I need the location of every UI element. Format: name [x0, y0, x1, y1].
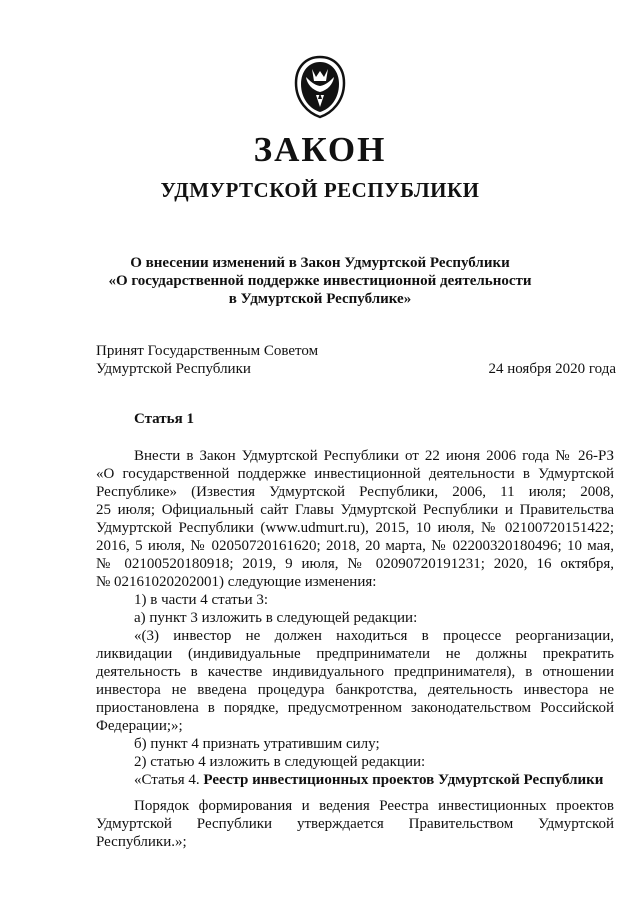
adoption-body-line: Удмуртской Республики: [96, 361, 251, 377]
adoption-body-line: Принят Государственным Советом: [96, 343, 319, 359]
article-heading: Статья 1: [134, 411, 194, 427]
paragraph-line: № 02161020202001) следующие изменения:: [96, 574, 377, 590]
adoption-date: 24 ноября 2020 года: [488, 361, 616, 377]
article-body: [96, 447, 614, 789]
paragraph-line: Внести в Закон Удмуртской Республики от 22 июня 2006 года № 26-РЗ: [134, 448, 614, 464]
paragraph-line: Республики.»;: [96, 834, 187, 850]
paragraph-line: 25 июля; Официальный сайт Главы Удмуртской Республики и Правительства: [96, 502, 614, 518]
quote-line: деятельность в качестве индивидуального предпринимателя), в отношении: [96, 664, 614, 680]
quote-line: Федерации;»;: [96, 718, 183, 734]
paragraph-line: Порядок формирования и ведения Реестра инвестиционных проектов: [134, 798, 614, 814]
law-subject: [0, 254, 640, 308]
paragraph-line: Республике» (Известия Удмуртской Республики, 2006, 11 июля; 2008,: [96, 484, 614, 500]
quote-line: «(3) инвестор не должен находиться в процессе реорганизации,: [134, 628, 614, 644]
list-item: 2) статью 4 изложить в следующей редакции:: [134, 754, 426, 770]
law-title: ЗАКОН: [253, 130, 387, 169]
list-item: а) пункт 3 изложить в следующей редакции:: [134, 610, 418, 626]
quote-line: ликвидации (индивидуальные предприниматели не должны прекратить: [96, 646, 614, 662]
new-article-prefix: «Статья 4.: [134, 772, 204, 788]
paragraph-line: 2016, 5 июля, № 02050720161620; 2018, 20 марта, № 02200320180496; 10 мая,: [96, 538, 614, 554]
list-item: 1) в части 4 статьи 3:: [134, 592, 269, 608]
quote-line: приостановлена в порядке, предусмотренном законодательством Российской: [96, 700, 614, 716]
new-article-body: [96, 797, 614, 851]
paragraph-line: № 02100520180918; 2019, 9 июля, № 02090720191231; 2020, 16 октября,: [96, 556, 614, 572]
paragraph-line: Удмуртской Республики утверждается Правительством Удмуртской: [96, 816, 614, 832]
law-subject-line: в Удмуртской Республике»: [228, 291, 412, 307]
new-article-title: Реестр инвестиционных проектов Удмуртской Республики: [203, 772, 604, 788]
quote-line: инвестора не введена процедура банкротства, деятельность инвестора не: [96, 682, 614, 698]
list-item: б) пункт 4 признать утратившим силу;: [134, 736, 380, 752]
republic-name: УДМУРТСКОЙ РЕСПУБЛИКИ: [160, 178, 480, 202]
paragraph-line: «О государственной поддержке инвестиционной деятельности в Удмуртской: [96, 466, 614, 482]
paragraph-line: Удмуртской Республики (www.udmurt.ru), 2015, 10 июля, № 02100720151422;: [96, 520, 614, 536]
law-subject-line: «О государственной поддержке инвестиционной деятельности: [108, 273, 532, 289]
udmurt-republic-emblem-icon: [292, 55, 348, 119]
new-article-heading: [96, 771, 614, 789]
adoption-block: [96, 342, 616, 378]
law-subject-line: О внесении изменений в Закон Удмуртской Республики: [130, 255, 510, 271]
